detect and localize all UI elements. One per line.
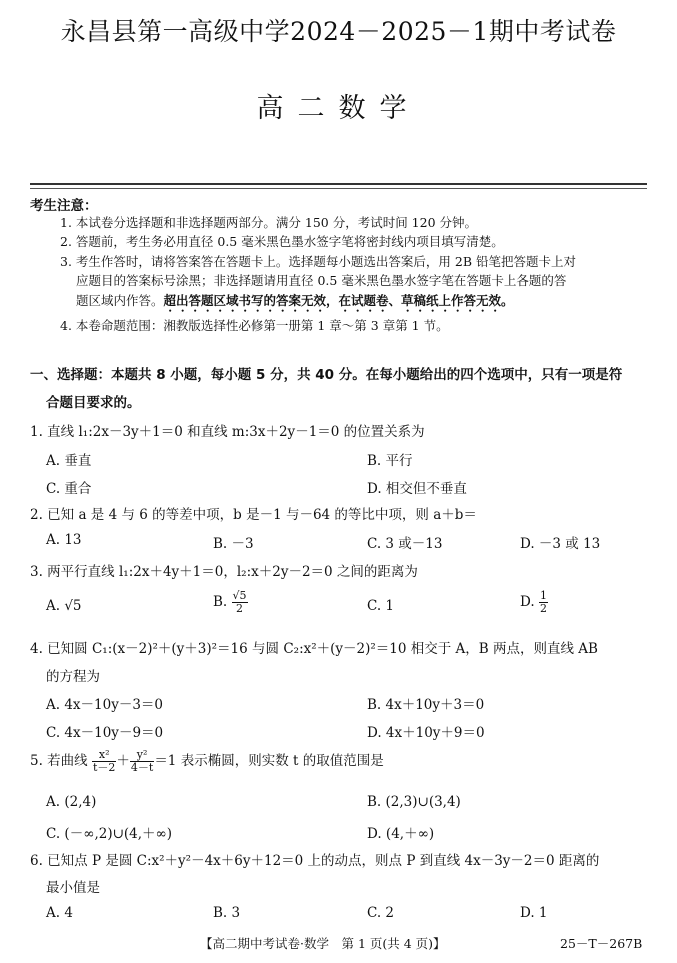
question-1-option-c: C. 重合 [46,481,92,497]
notice-emphasis-text: 超出答题区域书写的答案无效，在试题卷、草稿纸上作答无效。 [163,293,514,308]
question-6-option-a: A. 4 [46,905,73,921]
question-5-fraction-x: $\frac{\text{x²}}{t-2}$ [92,748,116,774]
question-2-option-a: A. 13 [46,532,82,548]
question-4-option-c: C. 4x－10y－9＝0 [46,725,164,741]
question-5-option-a: A. (2,4) [46,794,97,810]
question-5-plus: ＋ [116,753,130,769]
question-4-stem-cont: 的方程为 [46,669,100,685]
question-6-option-c: C. 2 [367,905,395,921]
notice-item-3-line-1: 3. 考生作答时，请将答案答在答题卡上。选择题每小题选出答案后，用 2B 铅笔把答题卡上对 [60,254,576,269]
question-5-stem-prefix: 5. 若曲线 [30,753,88,769]
exam-title: 永昌县第一高级中学2024－2025－1期中考试卷 [60,17,617,46]
question-3-option-b-label: B. [213,594,228,610]
question-5-stem-suffix: ＝1 表示椭圆，则实数 t 的取值范围是 [154,753,384,769]
question-3-stem: 3. 两平行直线 l₁:2x＋4y＋1＝0，l₂:x＋2y－2＝0 之间的距离为 [30,564,418,580]
question-4-option-a: A. 4x－10y－3＝0 [46,697,164,713]
exam-subject: 高二数学 [256,93,421,124]
question-3-option-c: C. 1 [367,598,395,614]
question-3-option-d [520,590,548,615]
notice-item-3-line-2: 应题目的答案标号涂黑；非选择题请用直径 0.5 毫米黑色墨水签字笔在答题卡上各题的答 [76,273,567,288]
question-3-option-d-fraction: $\frac{1}{2}$ [539,589,547,615]
page-footer: 【高二期中考试卷·数学 第 1 页(共 4 页)】 [200,936,446,951]
question-6-option-d: D. 1 [520,905,548,921]
question-1-option-b: B. 平行 [367,453,413,469]
question-6-stem: 6. 已知点 P 是圆 C:x²＋y²－4x＋6y＋12＝0 上的动点，则点 P 到直线 4x－3y－2＝0 距离的 [30,853,600,869]
question-2-option-b: B. －3 [213,536,254,552]
question-5-option-b: B. (2,3)∪(3,4) [367,794,461,810]
question-2-stem: 2. 已知 a 是 4 与 6 的等差中项，b 是－1 与－64 的等比中项，则 a＋b＝ [30,507,477,523]
question-2-option-d: D. －3 或 13 [520,536,601,552]
section-heading-line-2: 合题目要求的。 [46,395,141,411]
question-5-stem [30,749,384,774]
question-6-option-b: B. 3 [213,905,241,921]
header-divider-thick [30,183,647,185]
question-3-option-a: A. √5 [46,598,82,614]
question-3-option-b [213,590,248,615]
question-6-stem-cont: 最小值是 [46,880,100,896]
notice-item-1: 1. 本试卷分选择题和非选择题两部分。满分 150 分，考试时间 120 分钟。 [60,215,478,230]
question-4-option-b: B. 4x＋10y＋3＝0 [367,697,485,713]
question-2-option-c: C. 3 或－13 [367,536,443,552]
header-divider-thin [30,188,647,189]
question-3-option-b-fraction: $\frac{√5}{2}$ [232,589,247,615]
question-5-fraction-y: $\frac{\text{y²}}{4-t}$ [130,748,154,774]
notice-item-3-plain: 题区域内作答。 [76,293,164,308]
exam-code: 25－T－267B [560,936,643,951]
question-3-option-d-label: D. [520,594,535,610]
notice-item-3-line-3 [76,291,514,315]
notice-item-4: 4. 本卷命题范围：湘教版选择性必修第一册第 1 章～第 3 章第 1 节。 [60,318,449,333]
section-heading-line-1: 一、选择题：本题共 8 小题，每小题 5 分，共 40 分。在每小题给出的四个选项中，只有一项是符 [30,367,623,383]
notice-item-2: 2. 答题前，考生务必用直径 0.5 毫米黑色墨水签字笔将密封线内项目填写清楚。 [60,234,504,249]
question-1-option-a: A. 垂直 [46,453,92,469]
question-4-option-d: D. 4x＋10y＋9＝0 [367,725,485,741]
notice-heading: 考生注意： [30,198,98,214]
question-1-option-d: D. 相交但不垂直 [367,481,467,497]
question-1-stem: 1. 直线 l₁:2x－3y＋1＝0 和直线 m:3x＋2y－1＝0 的位置关系为 [30,424,425,440]
question-5-option-d: D. (4,＋∞) [367,826,435,842]
question-4-stem: 4. 已知圆 C₁:(x－2)²＋(y＋3)²＝16 与圆 C₂:x²＋(y－2)²＝10 相交于 A，B 两点，则直线 AB [30,641,598,657]
question-5-option-c: C. (－∞,2)∪(4,＋∞) [46,826,173,842]
